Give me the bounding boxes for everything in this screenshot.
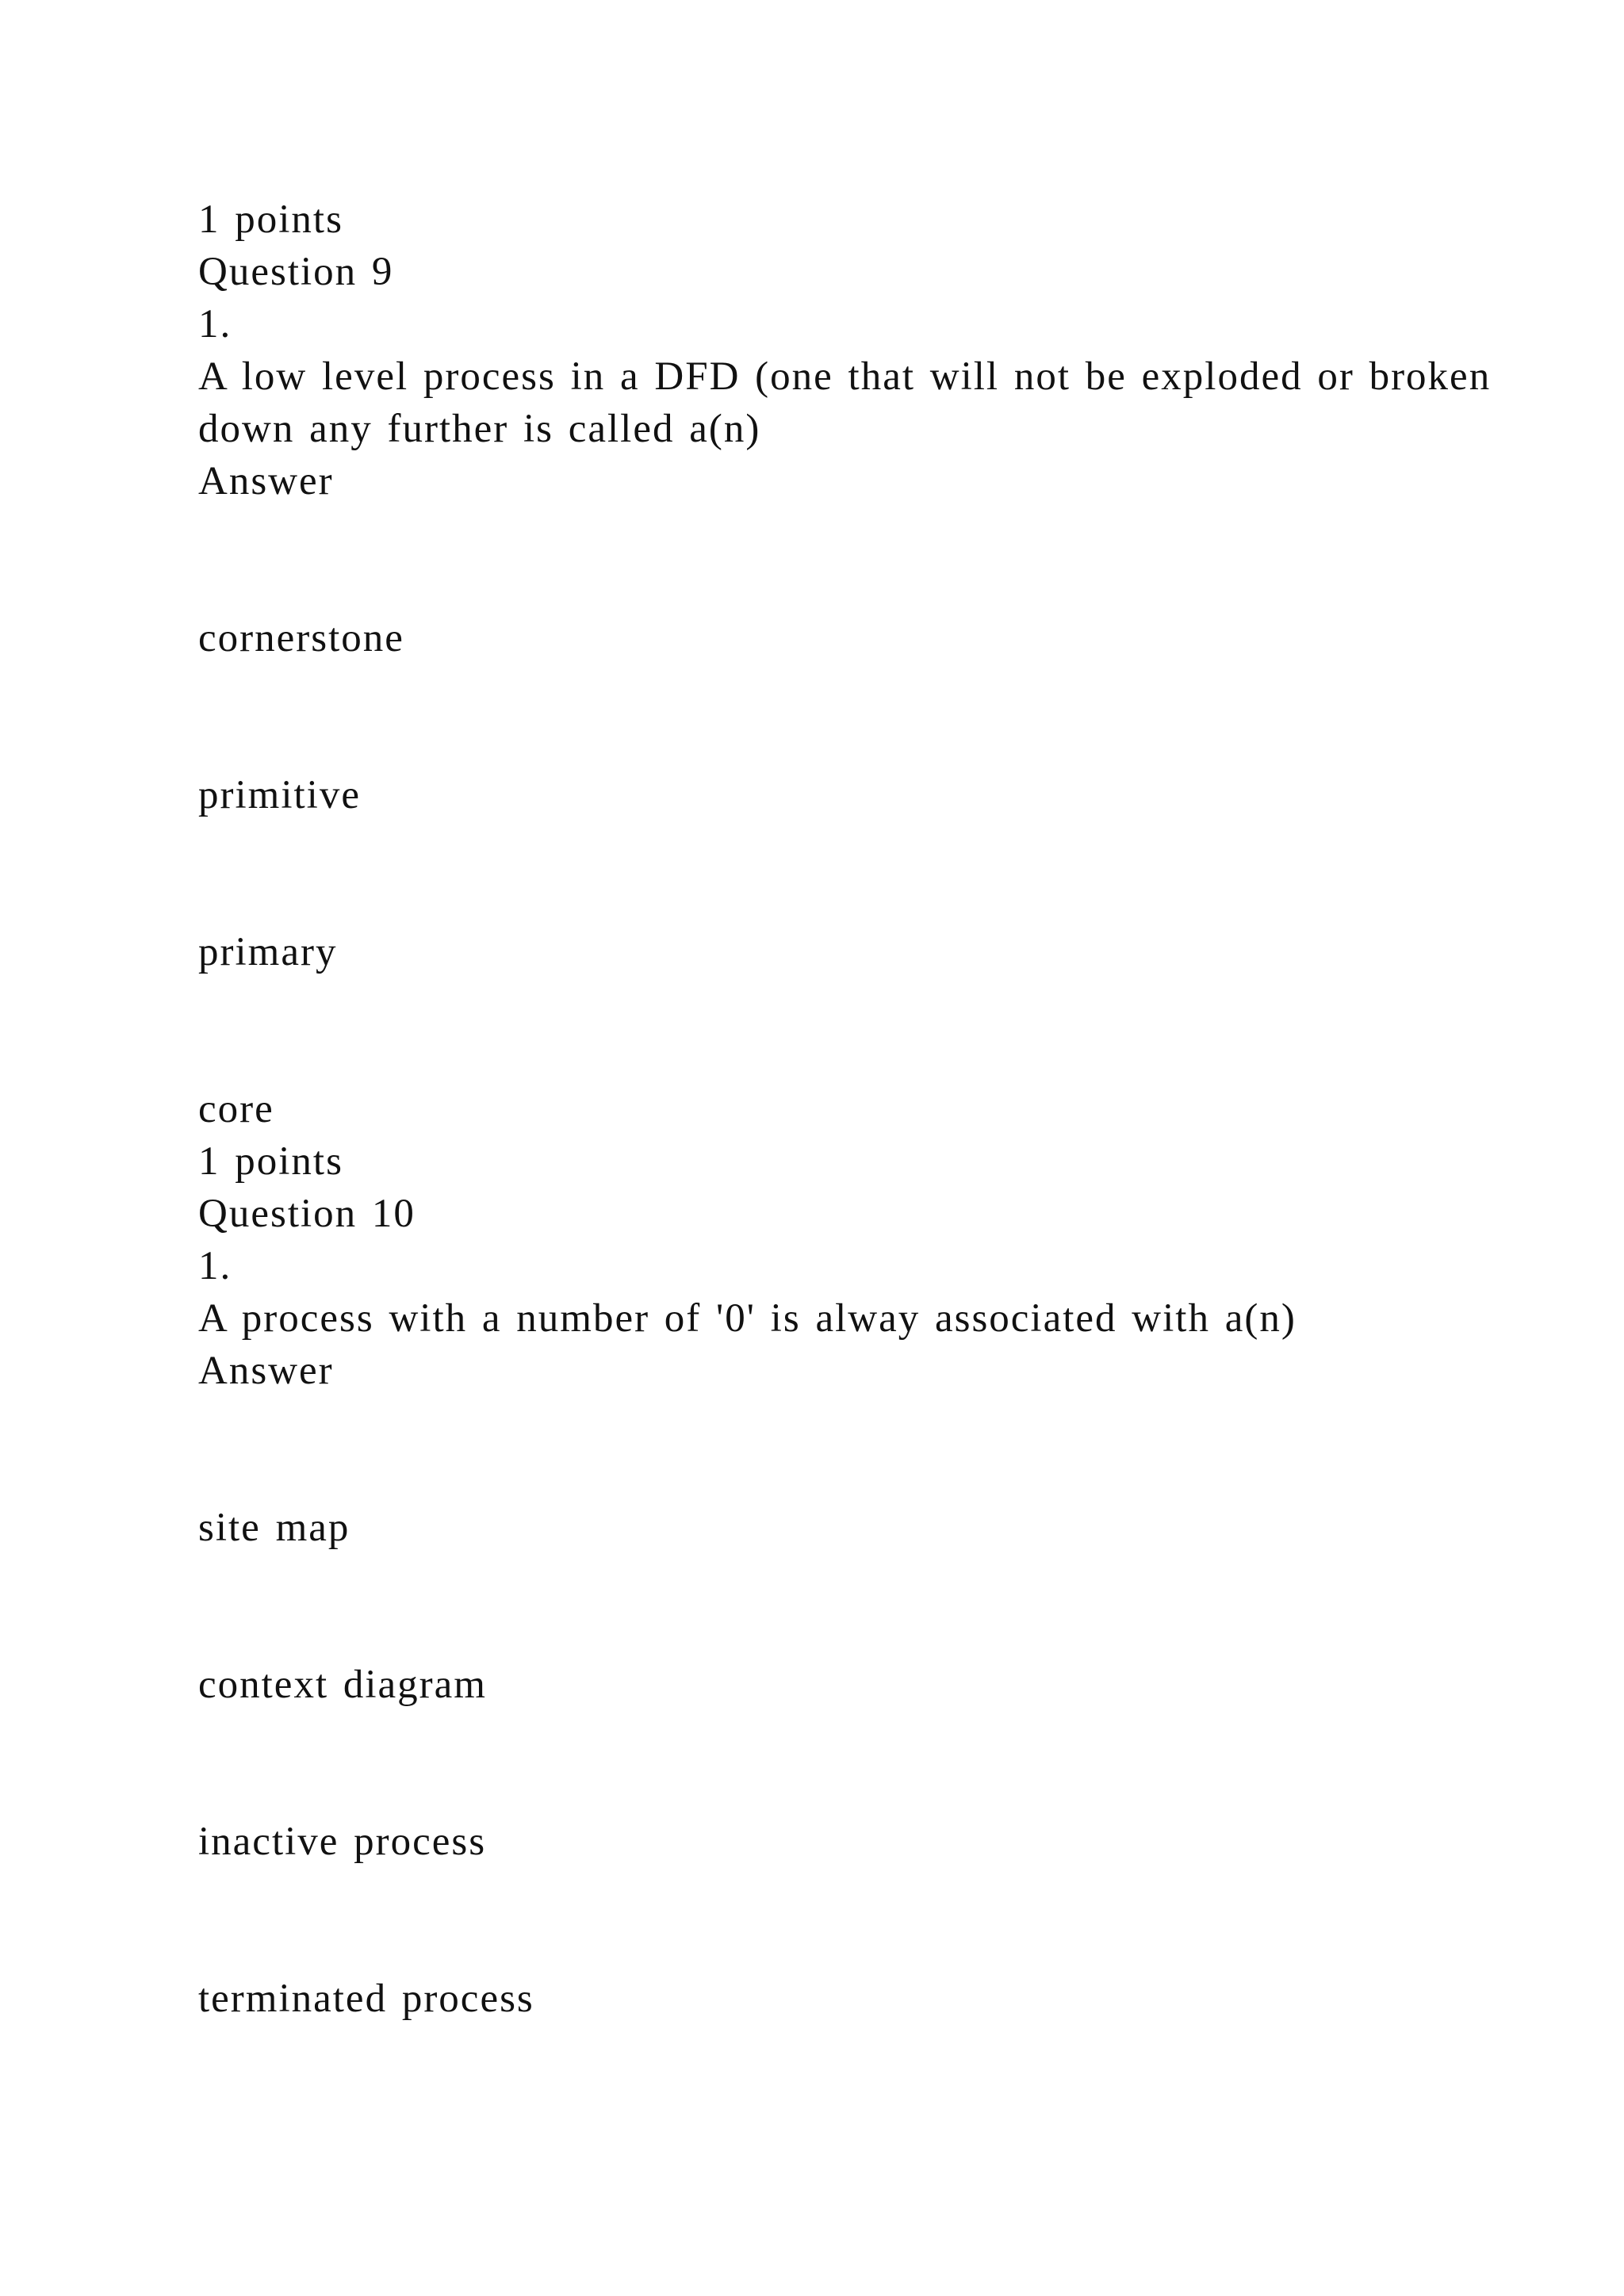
question-title: Question 9	[198, 250, 394, 294]
answer-label: Answer	[198, 1349, 334, 1393]
question-text: A process with a number of '0' is alway associated with a(n)	[198, 1296, 1297, 1341]
question-number: 1.	[198, 302, 232, 346]
answer-option[interactable]: primary	[198, 930, 338, 974]
document-body	[198, 193, 1507, 2025]
answer-option[interactable]: primitive	[198, 773, 361, 817]
answer-option[interactable]: cornerstone	[198, 616, 404, 660]
points-label: 1 points	[198, 1139, 343, 1184]
answer-option[interactable]: terminated process	[198, 1976, 534, 2021]
answer-option[interactable]: site map	[198, 1506, 350, 1550]
answer-label: Answer	[198, 459, 334, 503]
question-number: 1.	[198, 1244, 232, 1288]
points-label: 1 points	[198, 197, 343, 242]
question-text: A low level process in a DFD (one that will not be exploded or broken down any further is called a(n)	[198, 354, 1492, 451]
question-block	[198, 1135, 1507, 2025]
answer-option[interactable]: core	[198, 1087, 274, 1131]
question-block	[198, 193, 1507, 1135]
answer-option[interactable]: context diagram	[198, 1663, 487, 1707]
question-title: Question 10	[198, 1192, 416, 1236]
answer-option[interactable]: inactive process	[198, 1820, 487, 1864]
